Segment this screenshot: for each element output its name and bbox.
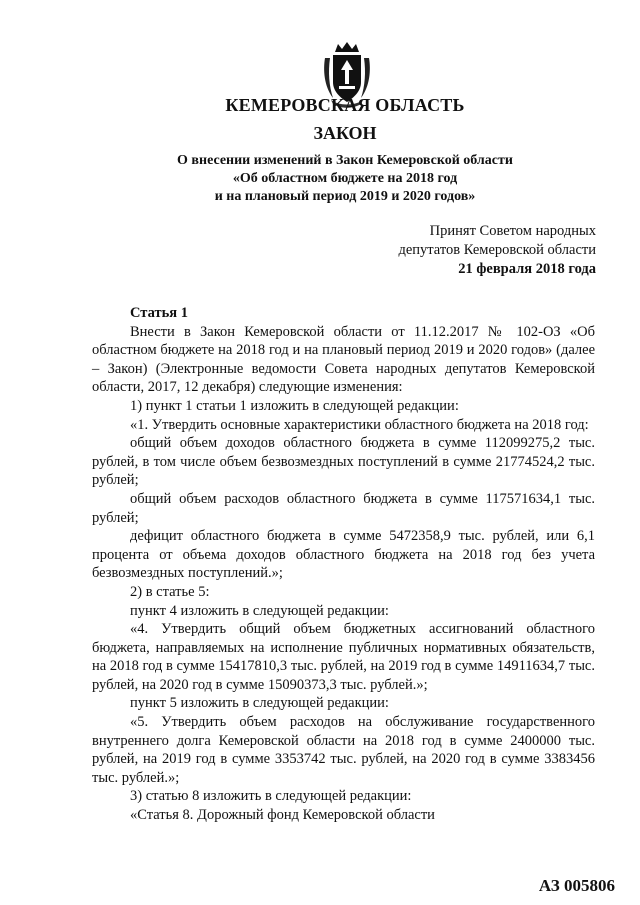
document-type: ЗАКОН	[313, 123, 377, 143]
paragraph: Внести в Закон Кемеровской области от 11.12.2017 № 102-ОЗ «Об областном бюджете на 2018 год и на плановый период 2019 и 2020 годов» (далее – Закон) (Электронные ведомости Совета народных депутатов Кемеровской области, 2017, 12 декабря) следующие изменения:	[92, 323, 595, 396]
paragraph: 2) в статье 5:	[130, 583, 210, 600]
paragraph: 1) пункт 1 статьи 1 изложить в следующей редакции:	[130, 397, 459, 414]
paragraph: дефицит областного бюджета в сумме 5472358,9 тыс. рублей, или 6,1 процента от объема доходов областного бюджета на 2018 год без учета безвозмездных поступлений.»;	[92, 528, 595, 582]
paragraph: «1. Утвердить основные характеристики областного бюджета на 2018 год:	[130, 416, 589, 433]
paragraph: пункт 4 изложить в следующей редакции:	[130, 602, 389, 619]
paragraph: общий объем расходов областного бюджета в сумме 117571634,1 тыс. рублей;	[92, 490, 595, 526]
article-body	[92, 304, 595, 825]
adoption-line: Принят Советом народных	[429, 223, 596, 239]
adoption-note	[398, 222, 596, 279]
law-title-line: «Об областном бюджете на 2018 год	[232, 171, 458, 186]
adoption-line: депутатов Кемеровской области	[398, 242, 596, 258]
adoption-date: 21 февраля 2018 года	[458, 261, 596, 277]
law-title-line: О внесении изменений в Закон Кемеровской области	[177, 153, 513, 168]
paragraph: «Статья 8. Дорожный фонд Кемеровской области	[130, 807, 435, 824]
paragraph: «4. Утвердить общий объем бюджетных ассигнований областного бюджета, направляемых на исполнение публичных нормативных обязательств, на 2018 год в сумме 15417810,3 тыс. рублей, на 2019 год в сумме 14911634,7 тыс. рублей, на 2020 год в сумме 15090373,3 тыс. рублей.»;	[92, 621, 595, 693]
law-title	[0, 152, 640, 206]
article-title: Статья 1	[130, 305, 188, 321]
paragraph: «5. Утвердить объем расходов на обслуживание государственного внутреннего долга Кемеровской области на 2018 год в сумме 2400000 тыс. рублей, на 2019 год в сумме 3353742 тыс. рублей, на 2020 год в сумме 3383456 тыс. рублей.»;	[92, 714, 595, 786]
paragraph: пункт 5 изложить в следующей редакции:	[130, 695, 389, 712]
region-name: КЕМЕРОВСКАЯ ОБЛАСТЬ	[225, 95, 465, 115]
serial-number: АЗ 005806	[538, 876, 615, 895]
paragraph: 3) статью 8 изложить в следующей редакции:	[130, 788, 412, 805]
paragraph: общий объем доходов областного бюджета в сумме 112099275,2 тыс. рублей, в том числе объем безвозмездных поступлений в сумме 21774524,2 тыс. рублей;	[92, 435, 595, 489]
law-title-line: и на плановый период 2019 и 2020 годов»	[214, 189, 476, 204]
